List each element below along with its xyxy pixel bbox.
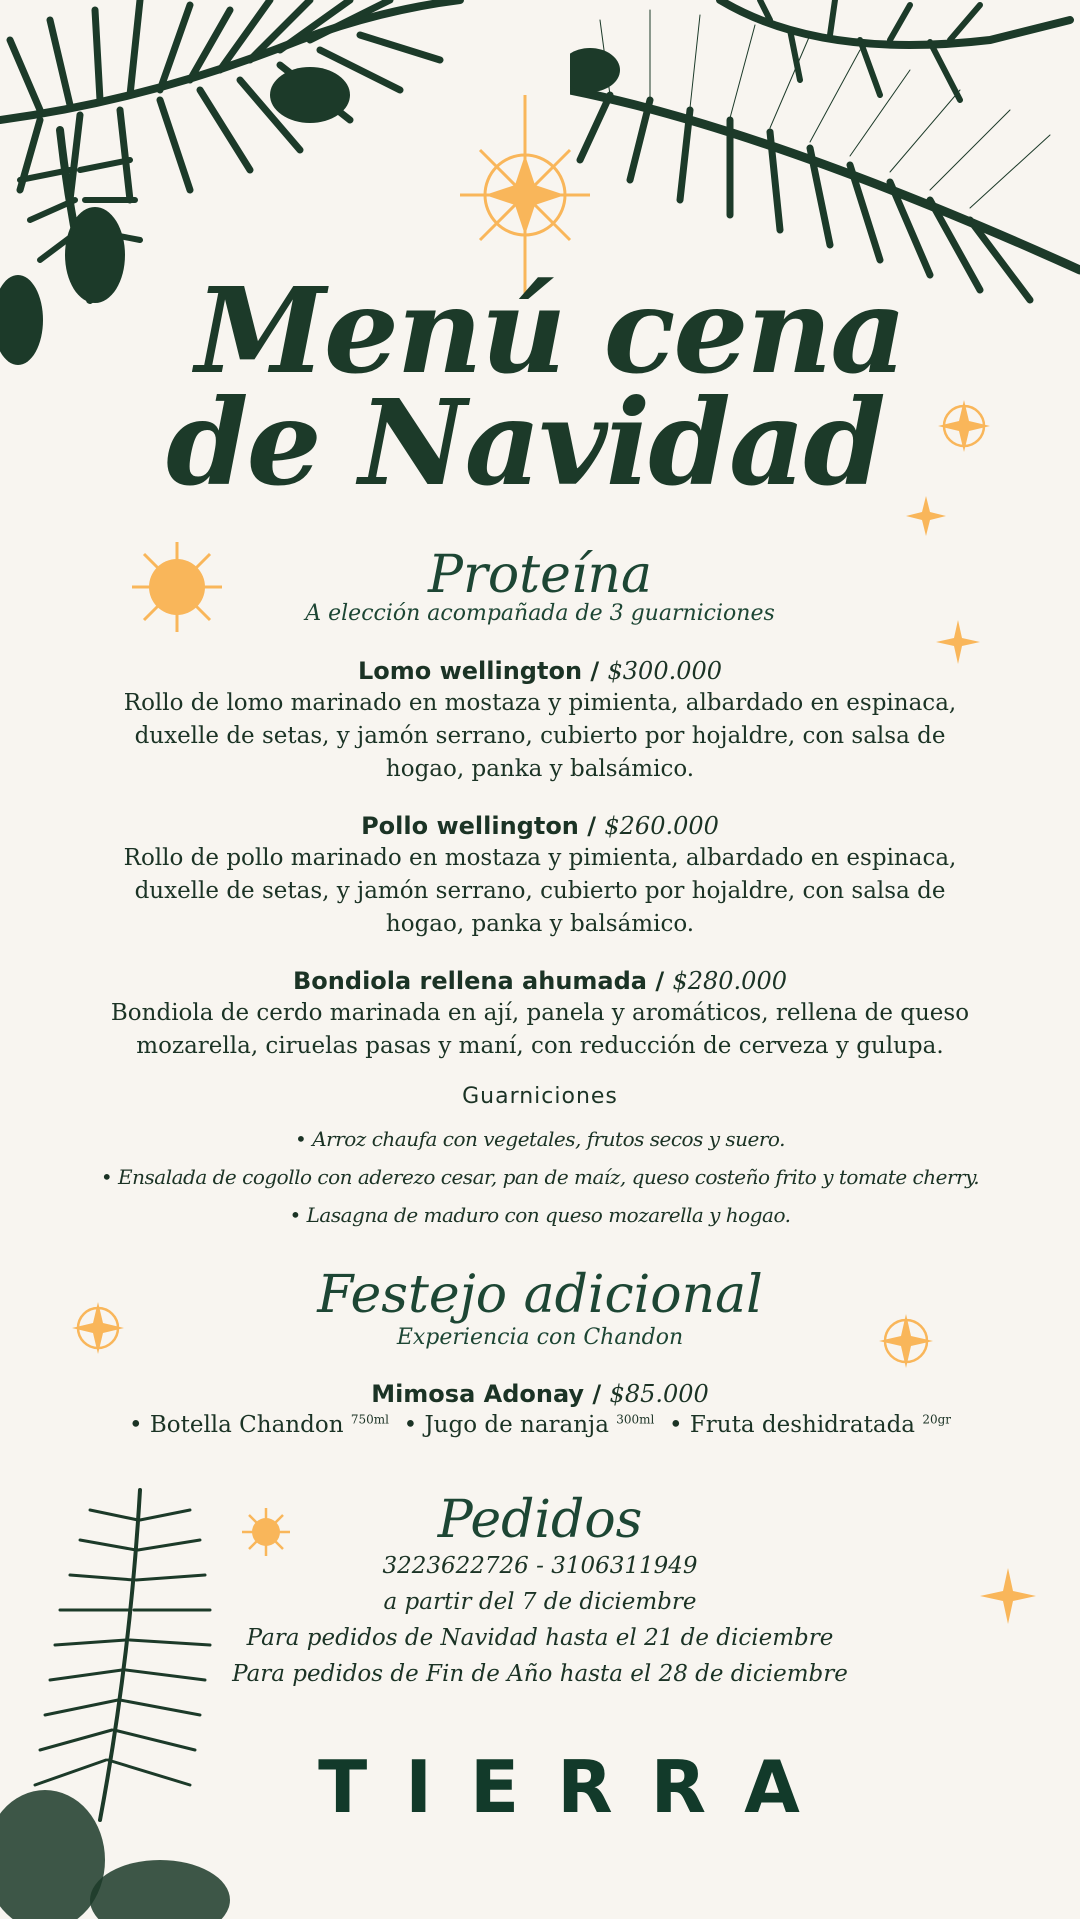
desc-line: duxelle de setas, y jamón serrano, cubierto por hojaldre, con salsa de	[134, 878, 946, 904]
dish-title: Bondiola rellena ahumada / $280.000	[293, 967, 787, 995]
star-small-right-icon	[906, 496, 946, 536]
dish-price: $300.000	[607, 657, 723, 685]
title-line-2: de Navidad	[166, 373, 884, 512]
festejo-subtitle: Experiencia con Chandon	[396, 1325, 684, 1350]
dish-name: Mimosa Adonay	[371, 1380, 585, 1408]
deadline-navidad: Para pedidos de Navidad hasta el 21 de diciembre	[246, 1625, 834, 1651]
deadline-fin-de-ano: Para pedidos de Fin de Año hasta el 28 de diciembre	[232, 1661, 848, 1687]
dish-title: Pollo wellington / $260.000	[361, 812, 719, 840]
dish-pollo	[0, 810, 1080, 941]
list-item: • Arroz chaufa con vegetales, frutos secos y suero.	[295, 1127, 785, 1151]
dish-price: $260.000	[604, 812, 719, 840]
dish-description	[0, 997, 1080, 1063]
dish-bondiola	[0, 965, 1080, 1063]
dish-name: Lomo wellington	[357, 657, 583, 685]
start-date: a partir del 7 de diciembre	[383, 1589, 697, 1615]
desc-line: Rollo de pollo marinado en mostaza y pimienta, albardado en espinaca,	[123, 845, 957, 871]
proteina-subtitle: A elección acompañada de 3 guarniciones	[305, 601, 775, 626]
guarniciones-list	[0, 1120, 1080, 1234]
pedidos-info	[0, 1548, 1080, 1692]
dish-price: $85.000	[609, 1380, 709, 1408]
page-title	[0, 261, 1080, 512]
mimosa-items	[0, 1412, 1080, 1438]
brand-logo: TIERRA	[318, 1745, 838, 1829]
desc-line: hogao, panka y balsámico.	[385, 911, 695, 937]
desc-line: Rollo de lomo marinado en mostaza y pimienta, albardado en espinaca,	[123, 690, 957, 716]
list-item: • Lasagna de maduro con queso mozarella y hogao.	[289, 1203, 791, 1227]
mimosa-title: Mimosa Adonay / $85.000	[371, 1380, 709, 1408]
proteina-title: Proteína	[428, 545, 652, 605]
desc-line: Bondiola de cerdo marinada en ají, panela y aromáticos, rellena de queso	[110, 1000, 970, 1026]
desc-line: hogao, panka y balsámico.	[385, 756, 695, 782]
dish-description	[0, 687, 1080, 786]
dish-price: $280.000	[672, 967, 787, 995]
dish-description	[0, 842, 1080, 941]
title-line-1: Menú cena	[195, 261, 905, 400]
mimosa-item: • Botella Chandon $^{750ml}$	[128, 1412, 389, 1438]
dish-name: Bondiola rellena ahumada	[293, 967, 647, 995]
pedidos-title: Pedidos	[437, 1490, 643, 1550]
phones: 3223622726 - 3106311949	[382, 1553, 698, 1579]
dish-lomo	[0, 655, 1080, 786]
list-item: • Ensalada de cogollo con aderezo cesar, pan de maíz, queso costeño frito y tomate cherry.	[100, 1165, 980, 1189]
mimosa-item: • Fruta deshidratada $^{20gr}$	[668, 1412, 952, 1438]
mimosa-item: • Jugo de naranja $^{300ml}$	[403, 1412, 655, 1438]
festejo-title: Festejo adicional	[317, 1265, 763, 1325]
desc-line: duxelle de setas, y jamón serrano, cubierto por hojaldre, con salsa de	[134, 723, 946, 749]
dish-name: Pollo wellington	[361, 812, 579, 840]
dish-title: Lomo wellington / $300.000	[357, 657, 723, 685]
desc-line: mozarella, ciruelas pasas y maní, con reducción de cerveza y gulupa.	[136, 1033, 944, 1059]
guarniciones-title: Guarniciones	[462, 1084, 618, 1109]
